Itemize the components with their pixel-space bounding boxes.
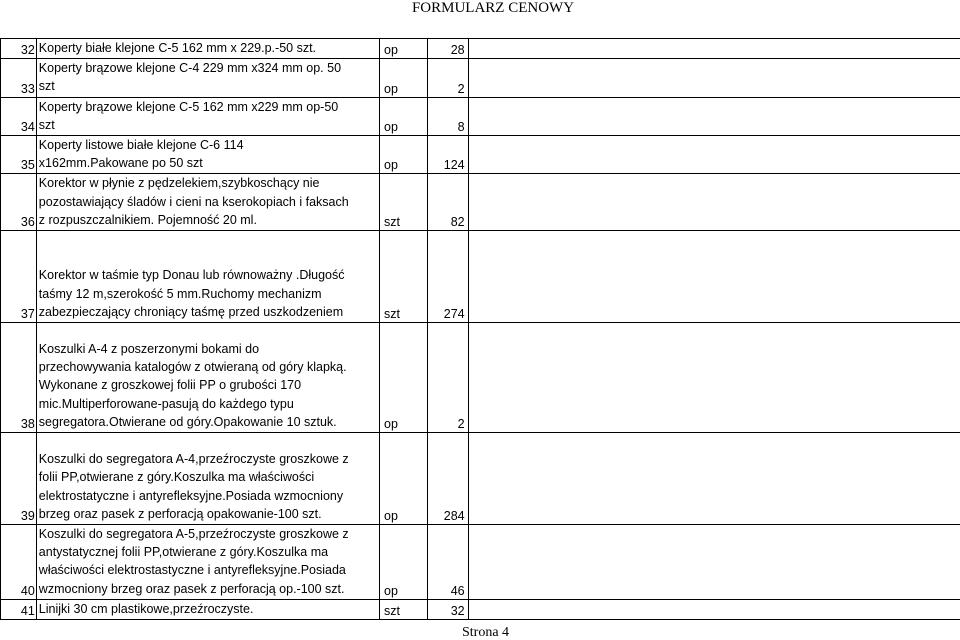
- table-row: [1, 525, 960, 600]
- description-line: Koperty listowe białe klejone C-6 114: [39, 136, 377, 154]
- price-cell: [468, 39, 960, 59]
- item-description: [36, 39, 379, 59]
- item-description: [36, 525, 379, 600]
- item-quantity: 2: [427, 323, 468, 433]
- row-number: 35: [1, 136, 37, 174]
- description-line: Koperty brązowe klejone C-4 229 mm x324 mm op. 50: [39, 59, 377, 77]
- item-unit: op: [380, 433, 428, 525]
- description-line: folii PP,otwierane z góry.Koszulka ma właściwości: [39, 468, 377, 486]
- item-description: [36, 599, 379, 619]
- row-number: 37: [1, 231, 37, 323]
- table-row: [1, 39, 960, 59]
- price-cell: [468, 433, 960, 525]
- table-row: [1, 231, 960, 323]
- row-number: 33: [1, 59, 37, 97]
- item-description: [36, 59, 379, 97]
- table-row: [1, 433, 960, 525]
- item-unit: szt: [380, 599, 428, 619]
- price-cell: [468, 323, 960, 433]
- description-line: Koperty brązowe klejone C-5 162 mm x229 mm op-50: [39, 98, 377, 116]
- row-number: 32: [1, 39, 37, 59]
- description-line: Koszulki do segregatora A-5,przeźroczyste groszkowe z: [39, 525, 377, 543]
- item-description: [36, 136, 379, 174]
- description-line: właściwości elektrostastyczne i antyrefleksyjne.Posiada: [39, 561, 377, 579]
- description-line: Wykonane z groszkowej folii PP o grubości 170: [39, 376, 377, 394]
- item-quantity: 274: [427, 231, 468, 323]
- description-line: elektrostatyczne i antyrefleksyjne.Posiada wzmocniony: [39, 487, 377, 505]
- item-unit: op: [380, 97, 428, 135]
- item-unit: op: [380, 525, 428, 600]
- item-quantity: 124: [427, 136, 468, 174]
- item-unit: szt: [380, 174, 428, 231]
- item-description: [36, 323, 379, 433]
- item-quantity: 284: [427, 433, 468, 525]
- price-cell: [468, 599, 960, 619]
- item-quantity: 2: [427, 59, 468, 97]
- price-table: [0, 38, 960, 620]
- item-quantity: 82: [427, 174, 468, 231]
- page-number: Strona 4: [462, 626, 522, 640]
- description-line: Linijki 30 cm plastikowe,przeźroczyste.: [39, 600, 377, 618]
- description-line: taśmy 12 m,szerokość 5 mm.Ruchomy mechanizm: [39, 285, 377, 303]
- description-line: szt: [39, 77, 377, 95]
- item-unit: op: [380, 136, 428, 174]
- price-cell: [468, 136, 960, 174]
- price-cell: [468, 231, 960, 323]
- description-line: Koszulki do segregatora A-4,przeźroczyste groszkowe z: [39, 450, 377, 468]
- description-line: segregatora.Otwierane od góry.Opakowanie 10 sztuk.: [39, 413, 377, 431]
- row-number: 34: [1, 97, 37, 135]
- row-number: 36: [1, 174, 37, 231]
- description-line: przechowywania katalogów z otwieraną od góry klapką.: [39, 358, 377, 376]
- description-line: szt: [39, 116, 377, 134]
- table-row: [1, 136, 960, 174]
- item-quantity: 28: [427, 39, 468, 59]
- description-line: zabezpieczający chroniący taśmę przed uszkodzeniem: [39, 303, 377, 321]
- description-line: Koperty białe klejone C-5 162 mm x 229.p.-50 szt.: [39, 39, 377, 57]
- description-line: pozostawiający śladów i cieni na kserokopiach i faksach: [39, 193, 377, 211]
- description-line: x162mm.Pakowane po 50 szt: [39, 154, 377, 172]
- item-unit: op: [380, 39, 428, 59]
- item-quantity: 46: [427, 525, 468, 600]
- row-number: 39: [1, 433, 37, 525]
- row-number: 38: [1, 323, 37, 433]
- description-line: Koszulki A-4 z poszerzonymi bokami do: [39, 340, 377, 358]
- table-row: [1, 97, 960, 135]
- item-description: [36, 97, 379, 135]
- price-cell: [468, 59, 960, 97]
- description-line: antystatycznej folii PP,otwierane z góry.Koszulka ma: [39, 543, 377, 561]
- description-line: wzmocniony brzeg oraz pasek z perforacją op.-100 szt.: [39, 580, 377, 598]
- item-unit: op: [380, 59, 428, 97]
- item-unit: op: [380, 323, 428, 433]
- item-unit: szt: [380, 231, 428, 323]
- item-quantity: 8: [427, 97, 468, 135]
- form-title: FORMULARZ CENOWY: [405, 0, 581, 18]
- table-row: [1, 599, 960, 619]
- description-line: z rozpuszczalnikiem. Pojemność 20 ml.: [39, 211, 377, 229]
- price-cell: [468, 97, 960, 135]
- description-line: Korektor w taśmie typ Donau lub równoważny .Długość: [39, 266, 377, 284]
- item-quantity: 32: [427, 599, 468, 619]
- item-description: [36, 174, 379, 231]
- row-number: 41: [1, 599, 37, 619]
- price-cell: [468, 174, 960, 231]
- price-cell: [468, 525, 960, 600]
- item-description: [36, 231, 379, 323]
- table-row: [1, 174, 960, 231]
- row-number: 40: [1, 525, 37, 600]
- description-line: mic.Multiperforowane-pasują do każdego typu: [39, 395, 377, 413]
- description-line: brzeg oraz pasek z perforacją opakowanie-100 szt.: [39, 505, 377, 523]
- table-row: [1, 323, 960, 433]
- item-description: [36, 433, 379, 525]
- description-line: Korektor w płynie z pędzelekiem,szybkoschący nie: [39, 174, 377, 192]
- table-row: [1, 59, 960, 97]
